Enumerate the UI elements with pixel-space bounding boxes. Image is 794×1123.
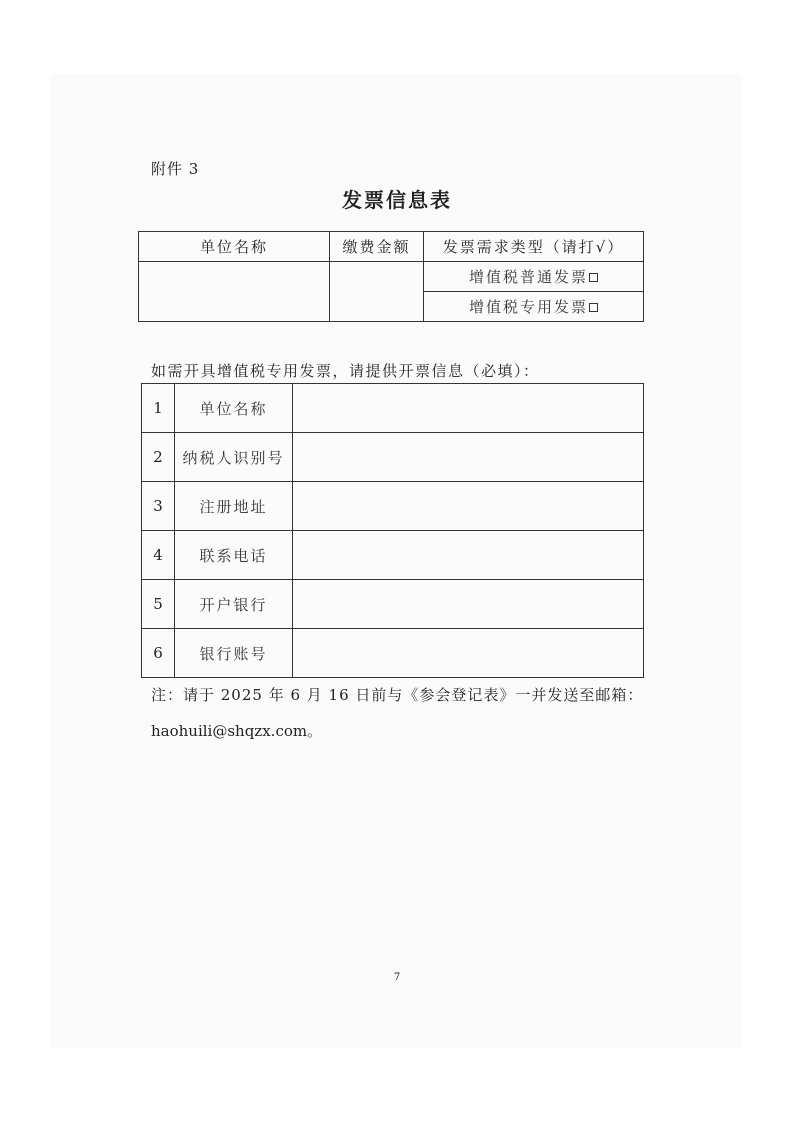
billing-info-table (141, 383, 644, 678)
row-number: 2 (142, 433, 175, 482)
field-label: 联系电话 (175, 531, 293, 580)
row-number: 6 (142, 629, 175, 678)
field-label: 银行账号 (175, 629, 293, 678)
payment-amount-cell[interactable] (330, 262, 424, 322)
checkbox-icon[interactable] (589, 303, 598, 312)
option-general-vat-invoice[interactable] (424, 262, 644, 292)
info-row-registered-address (142, 482, 644, 531)
row-number: 3 (142, 482, 175, 531)
instruction-text: 如需开具增值税专用发票，请提供开票信息（必填）： (151, 362, 540, 380)
field-value-cell[interactable] (293, 580, 644, 629)
checkbox-icon[interactable] (589, 273, 598, 282)
note-text: 注：请于 2025 年 6 月 16 日前与《参会登记表》一并发送至邮箱： (151, 686, 644, 704)
invoice-table-header-row (139, 232, 644, 262)
invoice-table-row (139, 262, 644, 292)
info-row-bank-account (142, 629, 644, 678)
option-general-vat-invoice-label: 增值税普通发票 (468, 268, 588, 286)
header-payment-amount: 缴费金额 (330, 232, 424, 262)
field-value-cell[interactable] (293, 629, 644, 678)
row-number: 1 (142, 384, 175, 433)
field-label: 单位名称 (175, 384, 293, 433)
header-unit-name: 单位名称 (139, 232, 330, 262)
option-special-vat-invoice[interactable] (424, 292, 644, 322)
info-row-phone (142, 531, 644, 580)
field-label: 注册地址 (175, 482, 293, 531)
unit-name-cell[interactable] (139, 262, 330, 322)
email-address: haohuili@shqzx.com。 (151, 722, 323, 740)
info-row-unit-name (142, 384, 644, 433)
invoice-table (138, 231, 644, 322)
row-number: 5 (142, 580, 175, 629)
field-label: 纳税人识别号 (175, 433, 293, 482)
field-value-cell[interactable] (293, 384, 644, 433)
info-row-bank (142, 580, 644, 629)
field-value-cell[interactable] (293, 482, 644, 531)
row-number: 4 (142, 531, 175, 580)
document-title: 发票信息表 (342, 188, 452, 212)
header-invoice-type: 发票需求类型（请打√） (424, 232, 644, 262)
info-row-taxpayer-id (142, 433, 644, 482)
field-value-cell[interactable] (293, 433, 644, 482)
option-special-vat-invoice-label: 增值税专用发票 (468, 298, 588, 316)
page-number: 7 (393, 972, 401, 983)
attachment-label: 附件 3 (151, 160, 200, 178)
field-value-cell[interactable] (293, 531, 644, 580)
field-label: 开户银行 (175, 580, 293, 629)
